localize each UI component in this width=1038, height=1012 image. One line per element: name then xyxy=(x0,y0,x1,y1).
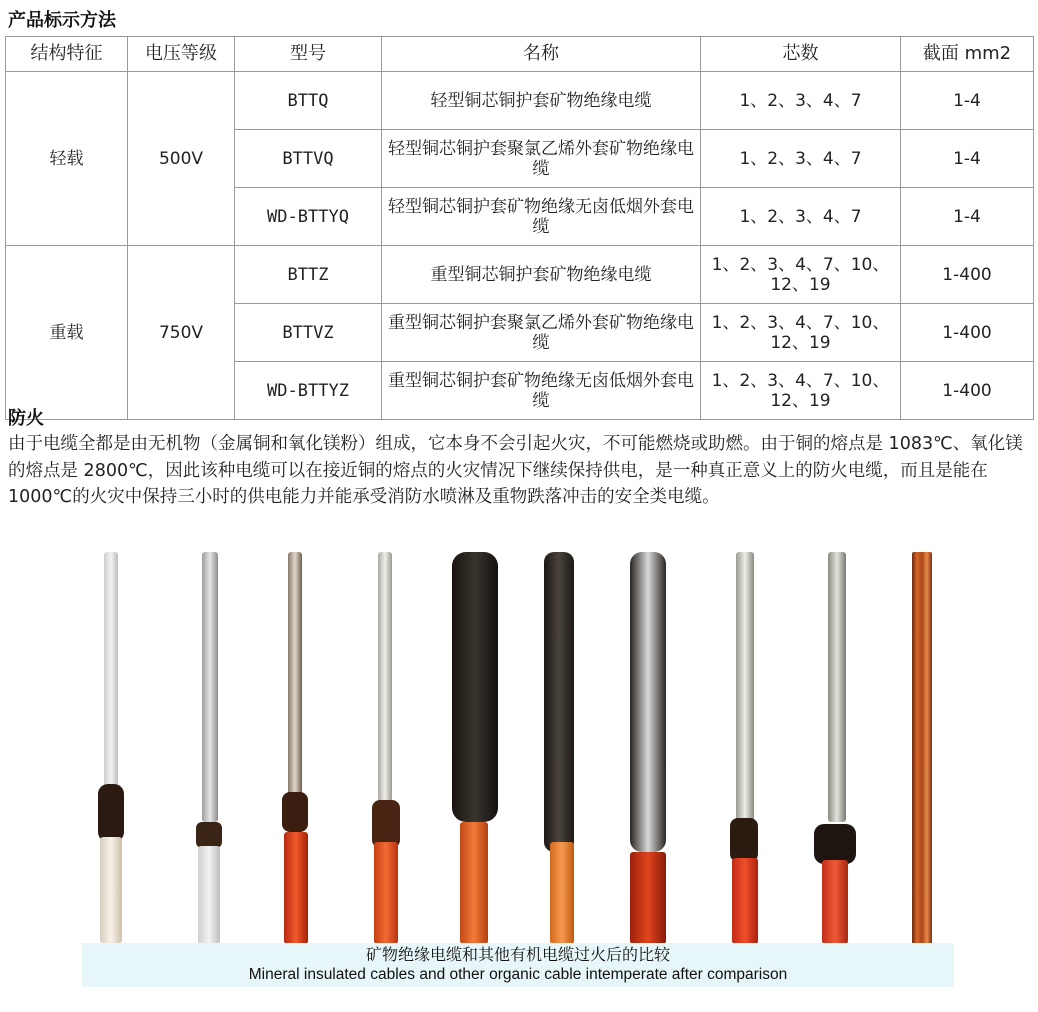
cable-charred-white-red-insulation xyxy=(630,852,666,944)
caption-chinese: 矿物绝缘电缆和其他有机电缆过火后的比较 xyxy=(365,945,670,964)
model-cell: WD-BTTYQ xyxy=(235,188,382,246)
model-cell: BTTZ xyxy=(235,246,382,304)
header-structure: 结构特征 xyxy=(6,37,128,72)
cable-burnt-white xyxy=(104,552,118,792)
cores-cell: 1、2、3、4、7、10、12、19 xyxy=(701,304,901,362)
caption-english: Mineral insulated cables and other organic cable intemperate after comparison xyxy=(248,966,788,983)
cores-cell: 1、2、3、4、7 xyxy=(701,130,901,188)
cable-burnt-white-char xyxy=(98,784,124,842)
cable-twisted-dark-char xyxy=(814,824,856,864)
model-cell: WD-BTTYZ xyxy=(235,362,382,420)
header-section: 截面 mm2 xyxy=(901,37,1034,72)
model-cell: BTTVZ xyxy=(235,304,382,362)
table-row xyxy=(6,72,1034,130)
cores-cell: 1、2、3、4、7 xyxy=(701,188,901,246)
name-cell: 轻型铜芯铜护套矿物绝缘电缆 xyxy=(382,72,701,130)
voltage-cell: 750V xyxy=(128,246,235,420)
cores-cell: 1、2、3、4、7、10、12、19 xyxy=(701,362,901,420)
header-cores: 芯数 xyxy=(701,37,901,72)
table-header-row xyxy=(6,37,1034,72)
cable-heavily-charred xyxy=(452,552,498,822)
cable-twisted-red-insulation xyxy=(732,858,758,944)
section-cell: 1-400 xyxy=(901,362,1034,420)
cable-charred-orange xyxy=(544,552,574,852)
name-cell: 轻型铜芯铜护套聚氯乙烯外套矿物绝缘电缆 xyxy=(382,130,701,188)
name-cell: 重型铜芯铜护套聚氯乙烯外套矿物绝缘电缆 xyxy=(382,304,701,362)
cable-twisted-red-char xyxy=(730,818,758,862)
cable-twisted-dark-insulation xyxy=(822,860,848,944)
cable-twisted-dark xyxy=(828,552,846,822)
header-name: 名称 xyxy=(382,37,701,72)
table-row xyxy=(6,246,1034,304)
cable-burnt-orange xyxy=(378,552,392,802)
cable-burnt-orange-insulation xyxy=(374,842,398,944)
section-cell: 1-4 xyxy=(901,130,1034,188)
model-cell: BTTVQ xyxy=(235,130,382,188)
fire-section-title: 防火 xyxy=(8,408,44,429)
cable-charred-orange-insulation xyxy=(550,842,574,944)
name-cell: 重型铜芯铜护套矿物绝缘无卤低烟外套电缆 xyxy=(382,362,701,420)
fire-paragraph: 由于电缆全都是由无机物（金属铜和氧化镁粉）组成，它本身不会引起火灾，不可能燃烧或助燃。由于铜的熔点是 1083℃、氧化镁的熔点是 2800℃，因此该种电缆可以在接近铜的熔点的火灾情况下继续保持供电，是一种真正意义上的防火电缆，而且是能在 1000℃的火灾中保持三小时的供电能力并能承受消防水喷淋及重物跌落冲击的安全类电缆。 xyxy=(8,434,1023,507)
model-cell: BTTQ xyxy=(235,72,382,130)
cable-burnt-red xyxy=(288,552,302,812)
structure-cell: 重载 xyxy=(6,246,128,420)
cable-burnt-red-insulation xyxy=(284,832,308,944)
cable-comparison-photo xyxy=(82,552,954,944)
cores-cell: 1、2、3、4、7、10、12、19 xyxy=(701,246,901,304)
product-section-title: 产品标示方法 xyxy=(8,10,116,31)
cable-heavily-charred-insulation xyxy=(460,822,488,944)
section-cell: 1-4 xyxy=(901,188,1034,246)
voltage-cell: 500V xyxy=(128,72,235,246)
structure-cell: 轻载 xyxy=(6,72,128,246)
cable-burnt-red-char xyxy=(282,792,308,832)
figure-caption xyxy=(82,943,954,987)
header-voltage: 电压等级 xyxy=(128,37,235,72)
section-cell: 1-4 xyxy=(901,72,1034,130)
section-cell: 1-400 xyxy=(901,304,1034,362)
cable-burnt-orange-char xyxy=(372,800,400,848)
cable-twisted-red xyxy=(736,552,754,822)
cores-cell: 1、2、3、4、7 xyxy=(701,72,901,130)
name-cell: 轻型铜芯铜护套矿物绝缘无卤低烟外套电缆 xyxy=(382,188,701,246)
cable-burnt-grey xyxy=(202,552,218,822)
section-cell: 1-400 xyxy=(901,246,1034,304)
cable-mineral-insulated-copper xyxy=(912,552,932,944)
product-spec-table xyxy=(5,36,1034,420)
cable-charred-white-red xyxy=(630,552,666,852)
header-model: 型号 xyxy=(235,37,382,72)
cable-burnt-grey-insulation xyxy=(198,846,220,944)
cable-burnt-white-insulation xyxy=(100,837,122,943)
cable-burnt-grey-char xyxy=(196,822,222,848)
name-cell: 重型铜芯铜护套矿物绝缘电缆 xyxy=(382,246,701,304)
